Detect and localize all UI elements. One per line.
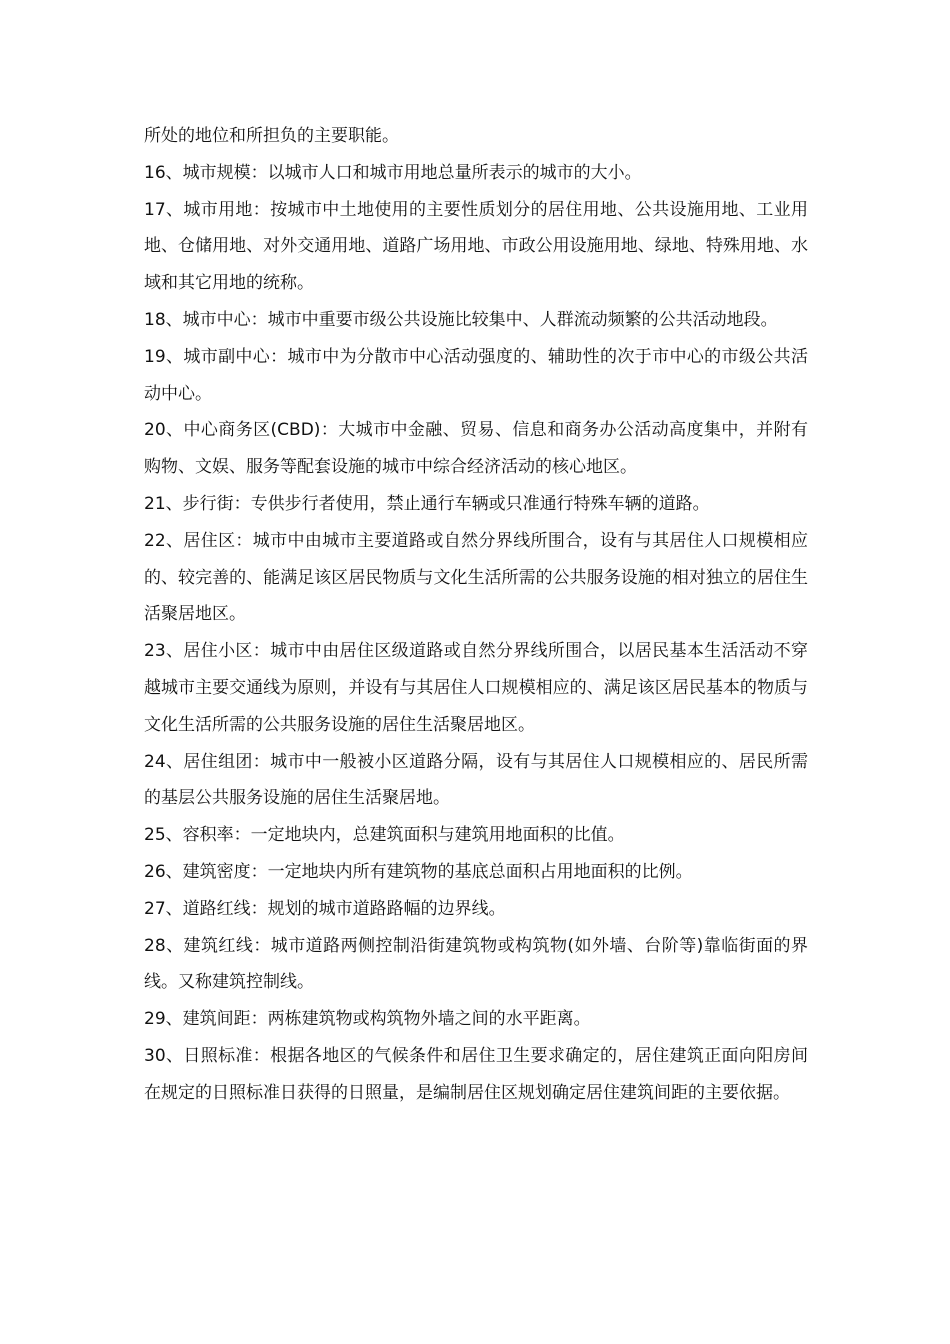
- paragraph-term-19: 19、城市副中心：城市中为分散市中心活动强度的、辅助性的次于市中心的市级公共活动中心。: [144, 346, 808, 404]
- paragraph-term-23: 23、居住小区：城市中由居住区级道路或自然分界线所围合，以居民基本生活活动不穿越城市主要交通线为原则，并设有与其居住人口规模相应的、满足该区居民基本的物质与文化生活所需的公共服务设施的居住生活聚居地区。: [144, 641, 808, 735]
- paragraph-term-27: 27、道路红线：规划的城市道路路幅的边界线。: [144, 898, 506, 919]
- paragraph-term-22: 22、居住区：城市中由城市主要道路或自然分界线所围合，设有与其居住人口规模相应的、较完善的、能满足该区居民物质与文化生活所需的公共服务设施的相对独立的居住生活聚居地区。: [144, 530, 808, 625]
- paragraph-term-18: 18、城市中心：城市中重要市级公共设施比较集中、人群流动频繁的公共活动地段。: [144, 309, 778, 330]
- paragraph-term-29: 29、建筑间距：两栋建筑物或构筑物外墙之间的水平距离。: [144, 1009, 591, 1030]
- paragraph-term-21: 21、步行街：专供步行者使用，禁止通行车辆或只准通行特殊车辆的道路。: [144, 493, 710, 514]
- paragraph-term-25: 25、容积率：一定地块内，总建筑面积与建筑用地面积的比值。: [144, 825, 625, 846]
- paragraph-term-17: 17、城市用地：按城市中土地使用的主要性质划分的居住用地、公共设施用地、工业用地、仓储用地、对外交通用地、道路广场用地、市政公用设施用地、绿地、特殊用地、水域和其它用地的统称。: [144, 199, 808, 294]
- paragraph-term-24: 24、居住组团：城市中一般被小区道路分隔，设有与其居住人口规模相应的、居民所需的基层公共服务设施的居住生活聚居地。: [144, 751, 808, 809]
- paragraph-term-28: 28、建筑红线：城市道路两侧控制沿街建筑物或构筑物(如外墙、台阶等)靠临街面的界线。又称建筑控制线。: [144, 935, 808, 993]
- paragraph-term-16: 16、城市规模：以城市人口和城市用地总量所表示的城市的大小。: [144, 162, 642, 183]
- paragraph-term-26: 26、建筑密度：一定地块内所有建筑物的基底总面积占用地面积的比例。: [144, 861, 693, 882]
- document-body: [144, 118, 808, 1112]
- paragraph-term-30: 30、日照标准：根据各地区的气候条件和居住卫生要求确定的，居住建筑正面向阳房间在规定的日照标准日获得的日照量，是编制居住区规划确定居住建筑间距的主要依据。: [144, 1045, 808, 1103]
- paragraph-continuation: 所处的地位和所担负的主要职能。: [144, 126, 399, 146]
- paragraph-term-20: 20、中心商务区(CBD)：大城市中金融、贸易、信息和商务办公活动高度集中，并附有购物、文娱、服务等配套设施的城市中综合经济活动的核心地区。: [144, 420, 808, 478]
